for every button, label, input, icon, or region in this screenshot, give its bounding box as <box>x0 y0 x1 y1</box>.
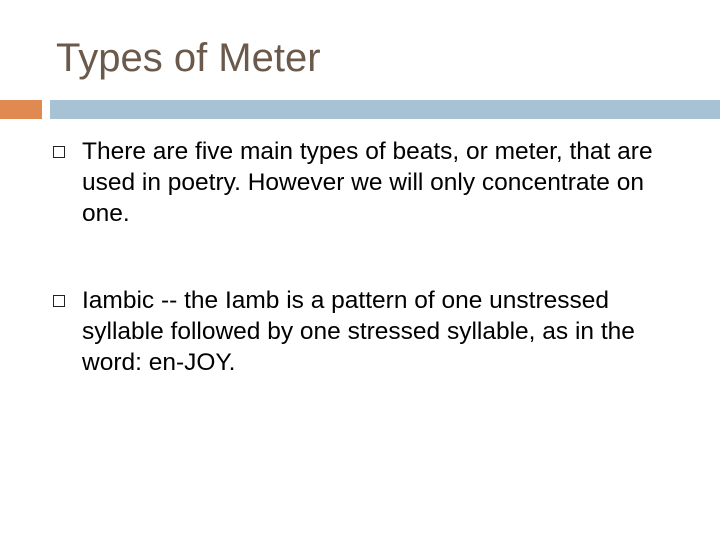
title-accent-bar <box>0 100 42 119</box>
bullet-text-1: There are five main types of beats, or meter, that are used in poetry. However we will only concentrate on one. <box>82 138 653 227</box>
square-bullet-icon <box>53 146 65 158</box>
bullet-text-2: Iambic -- the Iamb is a pattern of one unstressed syllable followed by one stressed syllable, as in the word: en-JOY. <box>82 287 635 376</box>
slide-title: Types of Meter <box>56 36 321 80</box>
square-bullet-icon <box>53 295 65 307</box>
title-divider-bar <box>50 100 720 119</box>
